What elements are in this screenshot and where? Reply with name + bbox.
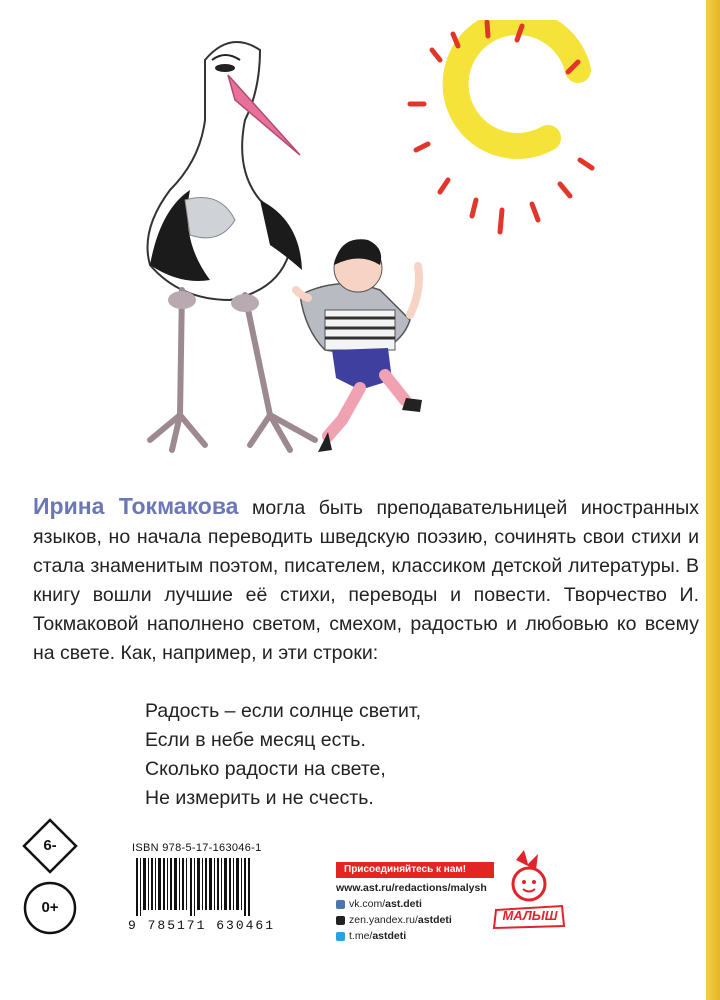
site-link[interactable]: www.ast.ru/redactions/malysh (336, 882, 487, 894)
book-spine-edge (706, 0, 720, 1000)
social-links (336, 880, 487, 944)
poem-line: Если в небе месяц есть. (145, 729, 366, 751)
join-us-banner: Присоединяйтесь к нам! (336, 862, 494, 878)
vk-icon (336, 900, 345, 909)
book-description (33, 492, 699, 668)
author-name: Ирина Токмакова (33, 493, 239, 519)
zen-icon (336, 916, 345, 925)
barcode-digits: 9 785171 630461 (128, 918, 276, 933)
boy-illustration (296, 239, 422, 452)
sun-illustration (410, 22, 592, 232)
telegram-icon (336, 932, 345, 941)
poem-line: Не измерить и не счесть. (145, 787, 374, 809)
isbn-number: ISBN 978-5-17-163046-1 (132, 842, 262, 854)
poem-excerpt (145, 697, 421, 813)
publisher-logo-text: МАЛЫШ (502, 908, 558, 923)
poem-line: Сколько радости на свете, (145, 758, 386, 780)
poem-line: Радость – если солнце светит, (145, 700, 422, 722)
cover-illustration (110, 20, 630, 470)
barcode-icon (136, 858, 250, 916)
telegram-link[interactable]: t.me/ astdeti (336, 928, 487, 944)
description-text: могла быть преподавательницей иностранных языков, но начала переводить шведскую поэзию, сочинять свои стихи и стала знаменитым поэтом, писателем, классиком детской литературы. В книгу вошли лучшие её стихи, переводы и повести. Творчество И. Токмаковой наполнено светом, смехом, радостью и любовью ко всему на свете. Как, например, и эти строки: (33, 497, 700, 664)
vk-link[interactable]: vk.com/ ast.deti (336, 896, 487, 912)
age-rating-6: 6- (43, 837, 57, 854)
age-rating-0: 0+ (41, 899, 59, 916)
zen-link[interactable]: zen.yandex.ru/ astdeti (336, 912, 487, 928)
stork-illustration (148, 42, 316, 450)
